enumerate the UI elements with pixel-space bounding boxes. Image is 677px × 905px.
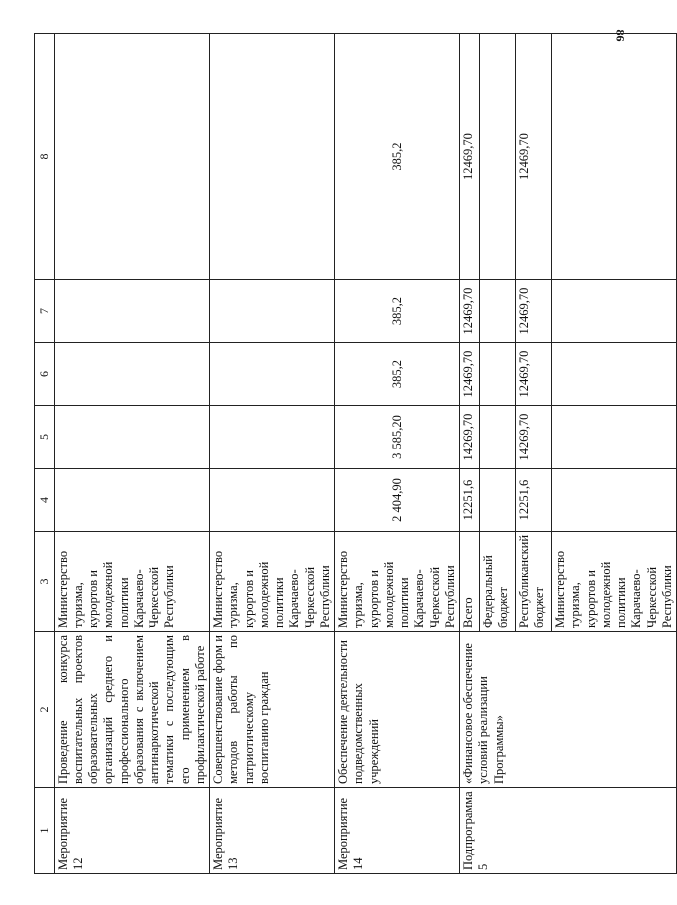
table-row bbox=[54, 34, 210, 874]
value-cell bbox=[480, 343, 516, 406]
value-cell: 12469,70 bbox=[516, 343, 552, 406]
page-number: 86 bbox=[613, 29, 628, 42]
col-header: 6 bbox=[35, 343, 55, 406]
value-cell bbox=[480, 280, 516, 343]
value-cell: 385,2 bbox=[335, 34, 460, 280]
value-cell bbox=[552, 469, 677, 532]
value-cell bbox=[54, 280, 210, 343]
value-cell bbox=[480, 406, 516, 469]
value-cell: 12469,70 bbox=[460, 34, 480, 280]
col-header: 2 bbox=[35, 632, 55, 788]
activity-name: Обеспечение деятельности подведомственных учреждений bbox=[335, 632, 460, 788]
value-cell bbox=[54, 343, 210, 406]
activity-id: Мероприятие 13 bbox=[210, 788, 335, 874]
value-cell: 12469,70 bbox=[460, 280, 480, 343]
value-cell bbox=[210, 469, 335, 532]
activity-name: Совершенствование форм и методов работы по патриотическому воспитанию граждан bbox=[210, 632, 335, 788]
value-cell bbox=[54, 406, 210, 469]
value-cell: 14269,70 bbox=[516, 406, 552, 469]
value-cell bbox=[54, 34, 210, 280]
value-cell bbox=[480, 34, 516, 280]
subprogram-id: Подпрограмма 5 bbox=[460, 788, 677, 874]
value-cell: 385,2 bbox=[335, 280, 460, 343]
col-header: 8 bbox=[35, 34, 55, 280]
value-cell: 385,2 bbox=[335, 343, 460, 406]
activity-executor: Министерство туризма, курортов и молодежной политики Карачаево-Черкесской Республики bbox=[210, 532, 335, 632]
col-header: 4 bbox=[35, 469, 55, 532]
value-cell bbox=[54, 469, 210, 532]
value-cell bbox=[210, 280, 335, 343]
value-cell: 14269,70 bbox=[460, 406, 480, 469]
funding-label: Всего bbox=[460, 532, 480, 632]
activity-executor: Министерство туризма, курортов и молодежной политики Карачаево-Черкесской Республики bbox=[335, 532, 460, 632]
value-cell bbox=[552, 343, 677, 406]
activity-id: Мероприятие 12 bbox=[54, 788, 210, 874]
value-cell: 12469,70 bbox=[516, 34, 552, 280]
col-header: 3 bbox=[35, 532, 55, 632]
value-cell bbox=[552, 34, 677, 280]
activity-executor: Министерство туризма, курортов и молодежной политики Карачаево-Черкесской Республики bbox=[54, 532, 210, 632]
program-table bbox=[34, 33, 677, 874]
subprogram-name: «Финансовое обеспечение условий реализации Программы» bbox=[460, 632, 677, 788]
value-cell bbox=[210, 34, 335, 280]
activity-name: Проведение конкурса воспитательных проектов образовательных организаций среднего и профессионального образования с включением антинаркотической тематики с последующим его применением в профилактической работе bbox=[54, 632, 210, 788]
value-cell: 3 585,20 bbox=[335, 406, 460, 469]
value-cell: 12251,6 bbox=[460, 469, 480, 532]
funding-label: Республиканский бюджет bbox=[516, 532, 552, 632]
col-header: 1 bbox=[35, 788, 55, 874]
value-cell bbox=[552, 280, 677, 343]
table-row bbox=[210, 34, 335, 874]
funding-label: Федеральный бюджет bbox=[480, 532, 516, 632]
activity-id: Мероприятие 14 bbox=[335, 788, 460, 874]
value-cell bbox=[552, 406, 677, 469]
value-cell: 12251,6 bbox=[516, 469, 552, 532]
header-row bbox=[35, 34, 55, 874]
table-row bbox=[335, 34, 460, 874]
col-header: 5 bbox=[35, 406, 55, 469]
value-cell: 12469,70 bbox=[516, 280, 552, 343]
funding-label: Министерство туризма, курортов и молодежной политики Карачаево-Черкесской Республики bbox=[552, 532, 677, 632]
subprogram-row bbox=[460, 34, 480, 874]
value-cell bbox=[480, 469, 516, 532]
col-header: 7 bbox=[35, 280, 55, 343]
value-cell: 12469,70 bbox=[460, 343, 480, 406]
value-cell: 2 404,90 bbox=[335, 469, 460, 532]
value-cell bbox=[210, 343, 335, 406]
value-cell bbox=[210, 406, 335, 469]
